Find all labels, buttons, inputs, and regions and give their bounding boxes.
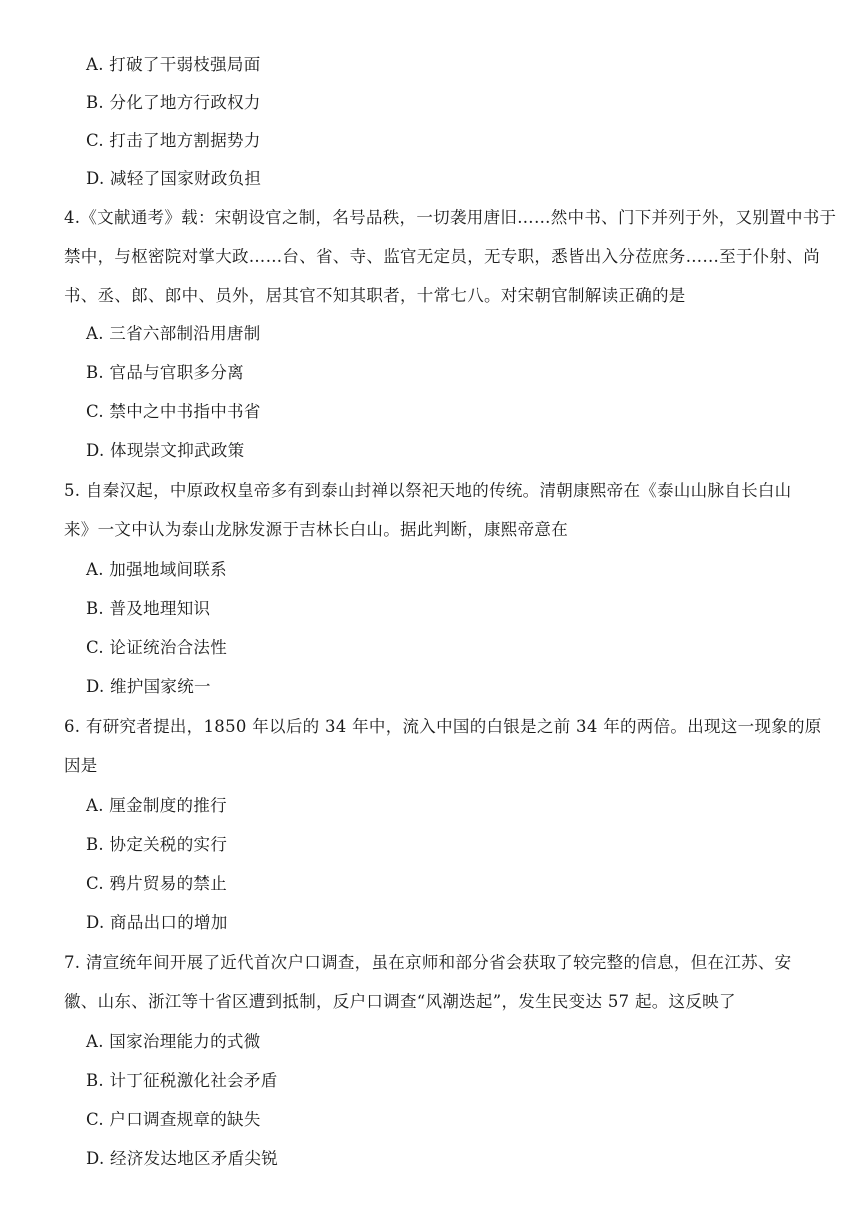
q6-stem-line-2: 因是 [64, 756, 98, 775]
q7-option-b: B. 计丁征税激化社会矛盾 [86, 1071, 278, 1090]
q6-stem-line-1: 6. 有研究者提出，1850 年以后的 34 年中，流入中国的白银是之前 34 年的两倍。出现这一现象的原 [64, 717, 822, 736]
q5-stem-line-2: 来》一文中认为泰山龙脉发源于吉林长白山。据此判断，康熙帝意在 [64, 520, 568, 539]
q4-option-b: B. 官品与官职多分离 [86, 363, 244, 382]
q4-stem-line-3: 书、丞、郎、郎中、员外，居其官不知其职者，十常七八。对宋朝官制解读正确的是 [64, 286, 686, 305]
q3-option-b: B. 分化了地方行政权力 [86, 93, 261, 112]
q3-option-c: C. 打击了地方割据势力 [86, 131, 261, 150]
q7-stem-line-2: 徽、山东、浙江等十省区遭到抵制，反户口调查“风潮迭起”，发生民变达 57 起。这反映了 [64, 992, 736, 1011]
q7-stem-line-1: 7. 清宣统年间开展了近代首次户口调查，虽在京师和部分省会获取了较完整的信息，但在江苏、安 [64, 953, 792, 972]
q6-option-d: D. 商品出口的增加 [86, 913, 228, 932]
q4-option-a: A. 三省六部制沿用唐制 [86, 324, 261, 343]
q4-option-c: C. 禁中之中书指中书省 [86, 402, 261, 421]
q4-option-d: D. 体现崇文抑武政策 [86, 441, 245, 460]
q3-option-d: D. 减轻了国家财政负担 [86, 169, 262, 188]
q7-option-a: A. 国家治理能力的式微 [86, 1032, 261, 1051]
q5-stem-line-1: 5. 自秦汉起，中原政权皇帝多有到泰山封禅以祭祀天地的传统。清朝康熙帝在《泰山山脉自长白山 [64, 481, 792, 500]
q4-stem-line-2: 禁中，与枢密院对掌大政……台、省、寺、监官无定员，无专职，悉皆出入分莅庶务……至于仆射、尚 [64, 247, 820, 266]
q7-option-c: C. 户口调查规章的缺失 [86, 1110, 261, 1129]
q7-option-d: D. 经济发达地区矛盾尖锐 [86, 1149, 279, 1168]
q3-option-a: A. 打破了干弱枝强局面 [86, 55, 261, 74]
q6-option-b: B. 协定关税的实行 [86, 835, 228, 854]
q5-option-a: A. 加强地域间联系 [86, 560, 227, 579]
q6-option-c: C. 鸦片贸易的禁止 [86, 874, 228, 893]
q5-option-b: B. 普及地理知识 [86, 599, 211, 618]
q5-option-d: D. 维护国家统一 [86, 677, 211, 696]
q4-stem-line-1: 4.《文献通考》载：宋朝设官之制，名号品秩，一切袭用唐旧……然中书、门下并列于外，又别置中书于 [64, 208, 837, 227]
q5-option-c: C. 论证统治合法性 [86, 638, 228, 657]
q6-option-a: A. 厘金制度的推行 [86, 796, 227, 815]
